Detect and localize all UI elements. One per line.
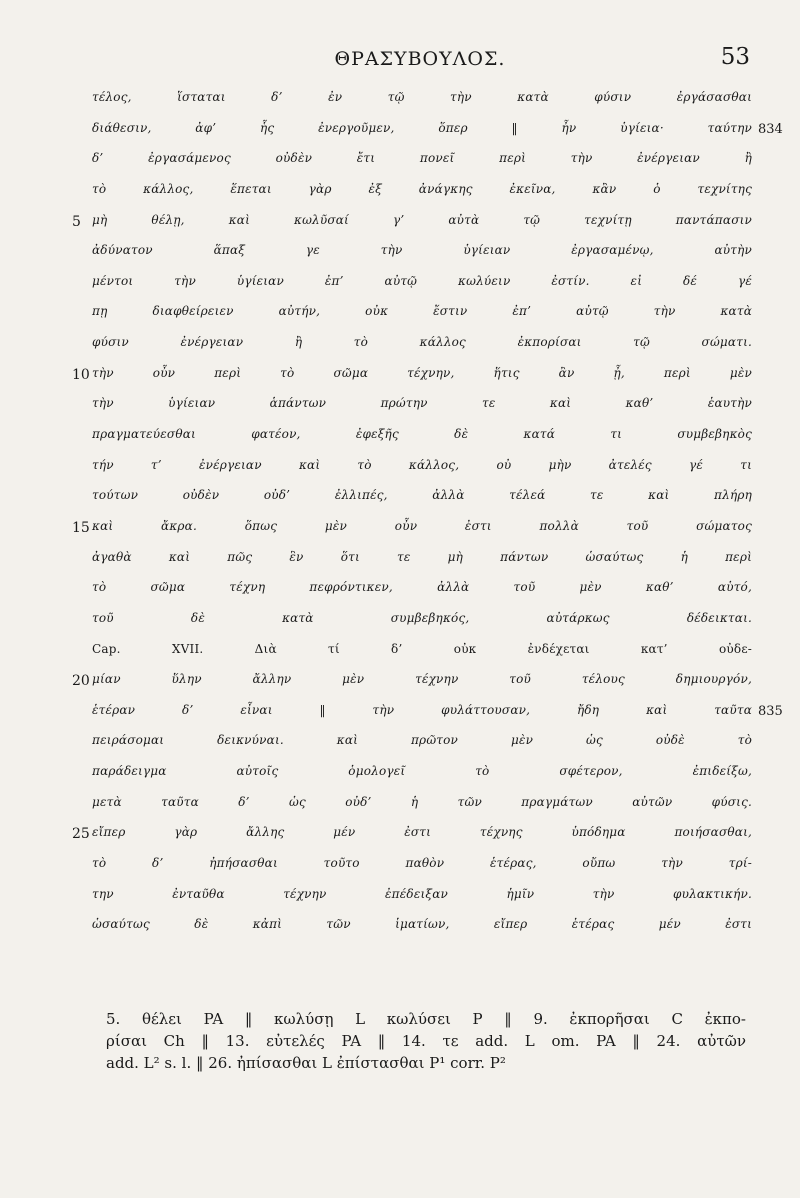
line-text: ὡσαύτως δὲ κἀπὶ τῶν ἱματίων, εἴπερ ἑτέρας μέν ἐστι — [92, 917, 752, 932]
text-line — [0, 235, 800, 266]
line-text: δ’ ἐργασάμενος οὐδὲν ἔτι πονεῖ περὶ τὴν ἐνέργειαν ἢ — [92, 151, 752, 166]
line-text: τὴν οὖν περὶ τὸ σῶμα τέχνην, ἥτις ἂν ᾖ, περὶ μὲν — [92, 365, 752, 380]
text-line — [0, 756, 800, 787]
line-text: ἀγαθὰ καὶ πῶς ἓν ὅτι τε μὴ πάντων ὡσαύτως ἡ περὶ — [92, 549, 752, 564]
critical-apparatus — [106, 1008, 746, 1074]
text-line — [0, 266, 800, 297]
line-text: Cap. XVII. Διὰ τί δ’ οὐκ ἐνδέχεται κατ’ οὐδε- — [92, 641, 752, 656]
text-line — [0, 358, 800, 389]
line-number: 20 — [72, 673, 90, 690]
text-line — [0, 296, 800, 327]
text-line — [0, 542, 800, 573]
footnote-line: add. L² s. l. ‖ 26. ἠπίσασθαι L ἐπίστασθαι P¹ corr. P² — [106, 1054, 506, 1072]
line-text: τὴν ὑγίειαν ἁπάντων πρώτην τε καὶ καθ’ ἑαυτὴν — [92, 396, 752, 411]
text-line — [0, 572, 800, 603]
line-text: καὶ ἄκρα. ὅπως μὲν οὖν ἐστι πολλὰ τοῦ σώματος — [92, 518, 752, 533]
line-text: ἀδύνατον ἅπαξ γε τὴν ὑγίειαν ἐργασαμένῳ, αὐτὴν — [92, 243, 752, 258]
line-text: τὸ κάλλος, ἕπεται γὰρ ἐξ ἀνάγκης ἐκεῖνα, κἂν ὁ τεχνίτης — [92, 181, 752, 196]
line-text: τὸ σῶμα τέχνη πεφρόντικεν, ἀλλὰ τοῦ μὲν καθ’ αὑτό, — [92, 580, 752, 595]
page-number: 53 — [720, 44, 750, 70]
text-line — [0, 205, 800, 236]
line-text: τούτων οὐδὲν οὐδ’ ἐλλιπές, ἀλλὰ τέλεά τε καὶ πλήρη — [92, 488, 752, 503]
line-number: 25 — [72, 826, 90, 843]
line-text: εἴπερ γὰρ ἄλλης μέν ἐστι τέχνης ὑπόδημα ποιήσασθαι, — [92, 825, 752, 840]
line-text: την ἐνταῦθα τέχνην ἐπέδειξαν ἡμῖν τὴν φυλακτικήν. — [92, 886, 752, 901]
text-line — [0, 419, 800, 450]
line-text: μετὰ ταῦτα δ’ ὡς οὐδ’ ἡ τῶν πραγμάτων αὐτῶν φύσις. — [92, 794, 752, 809]
margin-reference: 834 — [758, 121, 783, 137]
line-text: μέντοι τὴν ὑγίειαν ἐπ’ αὐτῷ κωλύειν ἐστίν. εἰ δέ γέ — [92, 273, 752, 288]
line-text: τήν τ’ ἐνέργειαν καὶ τὸ κάλλος, οὐ μὴν ἀτελές γέ τι — [92, 457, 752, 472]
text-line — [0, 634, 800, 665]
text-line — [0, 143, 800, 174]
footnote-line: 5. θέλει PA ‖ κωλύσῃ L κωλύσει P ‖ 9. ἐκπορῆσαι C ἐκπο- — [106, 1010, 746, 1028]
line-text: μίαν ὕλην ἄλλην μὲν τέχνην τοῦ τέλους δημιουργόν, — [92, 672, 752, 687]
running-title: ΘΡΑΣΥΒΟΥΛΟΣ. — [334, 48, 506, 70]
text-line — [0, 82, 800, 113]
text-line — [0, 664, 800, 695]
main-text — [0, 82, 800, 940]
text-line — [0, 450, 800, 481]
page-header — [90, 42, 750, 78]
margin-reference: 835 — [758, 703, 783, 719]
line-text: τὸ δ’ ἠπήσασθαι τοῦτο παθὸν ἑτέρας, οὔπω τὴν τρί- — [92, 856, 752, 871]
line-text: πραγματεύεσθαι φατέον, ἐφεξῆς δὲ κατά τι συμβεβηκὸς — [92, 427, 752, 442]
line-text: φύσιν ἐνέργειαν ἢ τὸ κάλλος ἐκπορίσαι τῷ σώματι. — [92, 335, 752, 350]
line-text: παράδειγμα αὐτοῖς ὁμολογεῖ τὸ σφέτερον, ἐπιδείξω, — [92, 764, 752, 779]
text-line — [0, 327, 800, 358]
text-line — [0, 480, 800, 511]
line-text: ἑτέραν δ’ εἶναι ‖ τὴν φυλάττουσαν, ἤδη καὶ ταῦτα — [92, 702, 752, 717]
footnote-line: ρίσαι Ch ‖ 13. εὐτελές PA ‖ 14. τε add. L om. PA ‖ 24. αὐτῶν — [106, 1032, 746, 1050]
text-line — [0, 695, 800, 726]
line-text: μὴ θέλῃ, καὶ κωλῦσαί γ’ αὐτὰ τῷ τεχνίτῃ παντάπασιν — [92, 212, 752, 227]
text-line — [0, 603, 800, 634]
text-line — [0, 848, 800, 879]
text-line — [0, 113, 800, 144]
line-text: πῃ διαφθείρειεν αὐτήν, οὐκ ἔστιν ἐπ’ αὐτῷ τὴν κατὰ — [92, 304, 752, 319]
text-line — [0, 174, 800, 205]
line-text: τέλος, ἵσταται δ’ ἐν τῷ τὴν κατὰ φύσιν ἐργάσασθαι — [92, 90, 752, 104]
text-line — [0, 879, 800, 910]
text-line — [0, 388, 800, 419]
text-line — [0, 909, 800, 940]
line-number: 10 — [72, 366, 90, 383]
text-line — [0, 725, 800, 756]
line-text: διάθεσιν, ἀφ’ ἧς ἐνεργοῦμεν, ὅπερ ‖ ἦν ὑγίεια· ταύτην — [92, 120, 752, 135]
line-number: 15 — [72, 519, 90, 536]
line-text: πειράσομαι δεικνύναι. καὶ πρῶτον μὲν ὡς οὐδὲ τὸ — [92, 733, 752, 748]
line-number: 5 — [72, 213, 81, 230]
line-text: τοῦ δὲ κατὰ συμβεβηκός, αὐτάρκως δέδεικται. — [92, 610, 752, 625]
text-line — [0, 787, 800, 818]
text-line — [0, 817, 800, 848]
text-line — [0, 511, 800, 542]
